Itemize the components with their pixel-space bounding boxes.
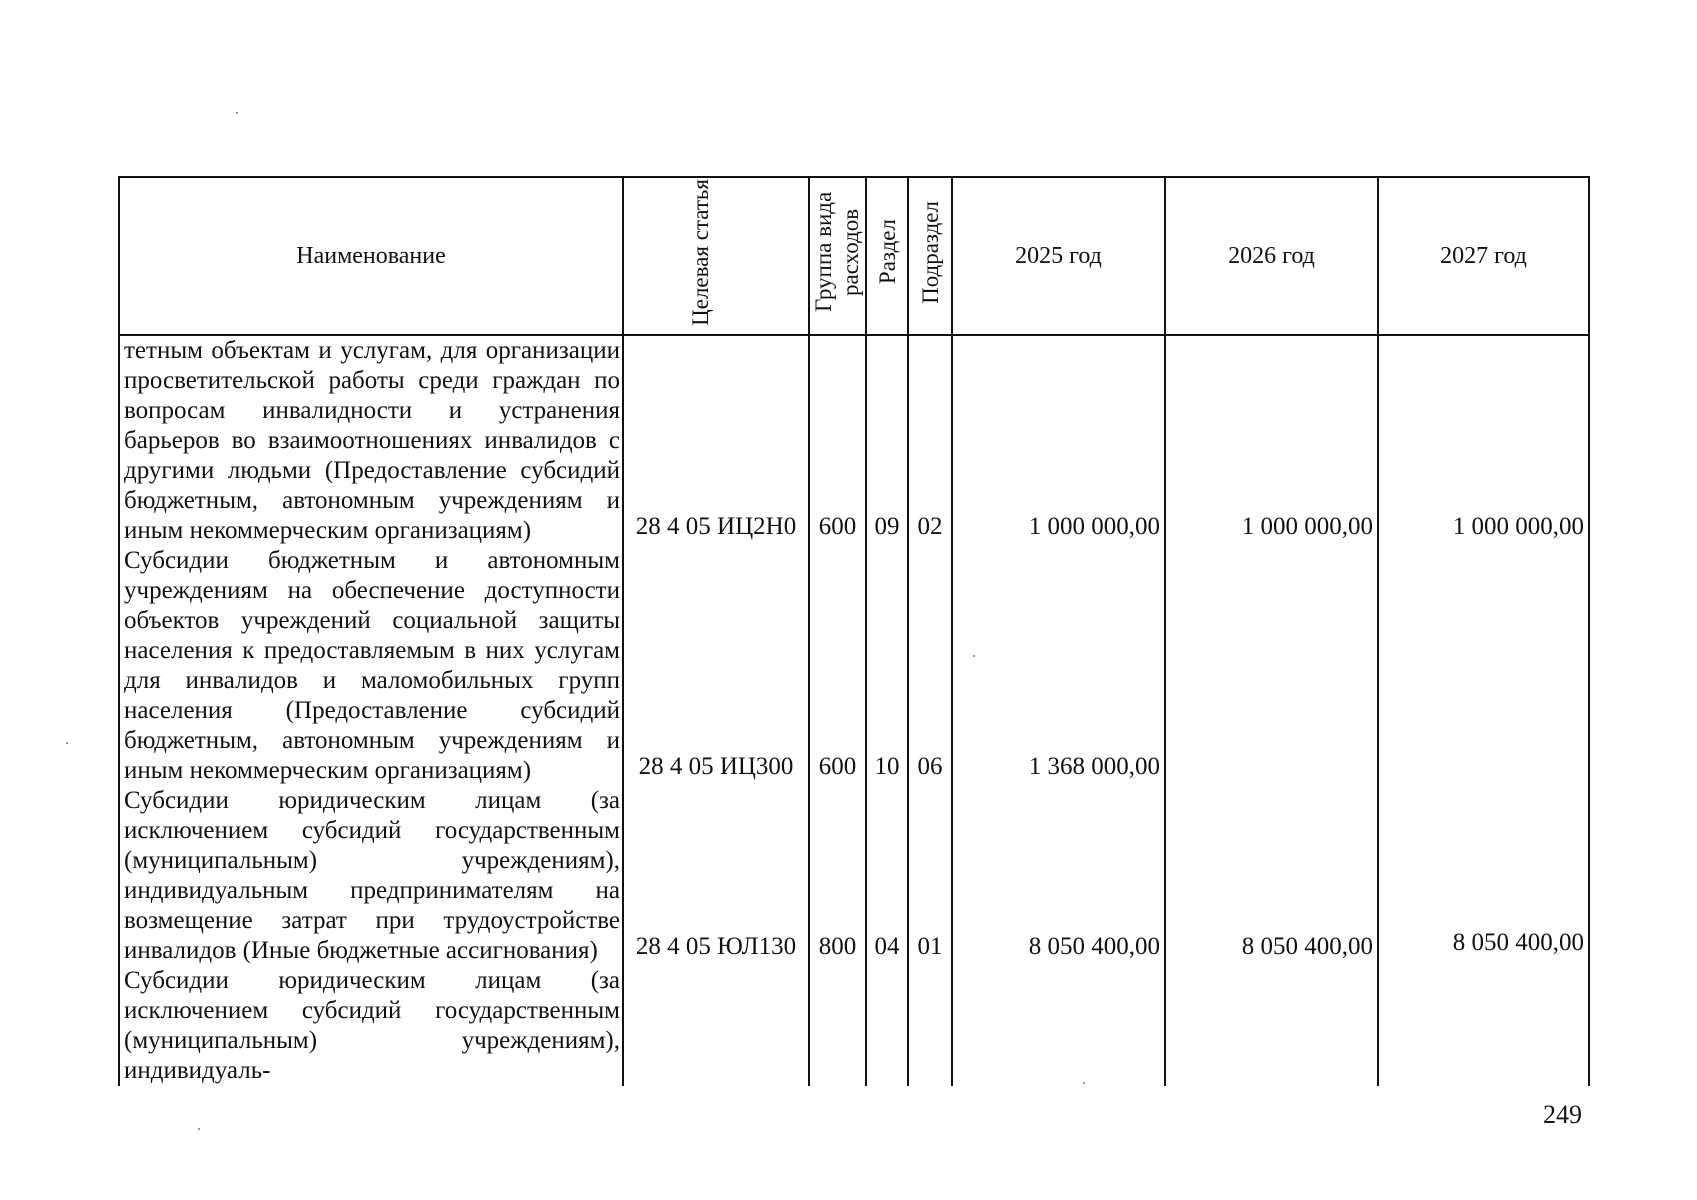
scan-speck [1083, 1082, 1085, 1084]
row-name: Субсидии бюджетным и автономным учреждениям на обеспечение доступности объектов учреждений социальной защиты населения к предоставляемым в них услугам для инвалидов и маломобильных групп населения (Предоставление субсидий бюджетным, автономным учреждениям и иным некоммерческим организациям) [119, 546, 623, 786]
row-2025: 1 000 000,00 [952, 335, 1165, 546]
row-2026 [1165, 546, 1378, 786]
row-name: Субсидии юридическим лицам (за исключением субсидий государственным (муниципальным) учреждениям), индивидуаль- [119, 966, 623, 1086]
row-target-article: 28 4 05 ИЦ2Н0 [623, 335, 809, 546]
row-expense-group: 600 [809, 546, 866, 786]
row-target-article: 28 4 05 ИЦ300 [623, 546, 809, 786]
row-target-article: 28 4 05 ЮЛ130 [623, 786, 809, 966]
row-section [866, 966, 908, 1086]
row-name: Субсидии юридическим лицам (за исключением субсидий государственным (муниципальным) учреждениям), индивидуальным предпринимателям на возмещение затрат при трудоустройстве инвалидов (Иные бюджетные ассигнования) [119, 786, 623, 966]
row-section: 10 [866, 546, 908, 786]
table-row [119, 966, 1589, 1086]
row-2026: 8 050 400,00 [1165, 786, 1378, 966]
header-target-article: Целевая статья [623, 177, 809, 335]
row-expense-group: 600 [809, 335, 866, 546]
header-2027: 2027 год [1378, 177, 1589, 335]
row-2025: 1 368 000,00 [952, 546, 1165, 786]
row-target-article [623, 966, 809, 1086]
row-2027: 1 000 000,00 [1378, 335, 1589, 546]
row-2026 [1165, 966, 1378, 1086]
header-2025: 2025 год [952, 177, 1165, 335]
table-header-row [119, 177, 1589, 335]
row-2027 [1378, 546, 1589, 786]
scan-speck [236, 112, 238, 114]
table-row [119, 546, 1589, 786]
row-2027: 8 050 400,00 [1378, 786, 1589, 966]
row-2026: 1 000 000,00 [1165, 335, 1378, 546]
row-subsection: 06 [908, 546, 952, 786]
row-section: 09 [866, 335, 908, 546]
header-name: Наименование [119, 177, 623, 335]
row-expense-group: 800 [809, 786, 866, 966]
header-section: Раздел [866, 177, 908, 335]
row-expense-group [809, 966, 866, 1086]
header-subsection: Подраздел [908, 177, 952, 335]
scan-speck [973, 655, 975, 657]
row-2025: 8 050 400,00 [952, 786, 1165, 966]
row-2025 [952, 966, 1165, 1086]
row-2027 [1378, 966, 1589, 1086]
row-subsection: 01 [908, 786, 952, 966]
row-section: 04 [866, 786, 908, 966]
row-subsection [908, 966, 952, 1086]
table-row [119, 335, 1589, 546]
row-subsection: 02 [908, 335, 952, 546]
page-number: 249 [1543, 1100, 1582, 1129]
header-2026: 2026 год [1165, 177, 1378, 335]
row-name: тетным объектам и услугам, для организации просветительской работы среди граждан по вопросам инвалидности и устранения барьеров во взаимоотношениях инвалидов с другими людьми (Предоставление субсидий бюджетным, автономным учреждениям и иным некоммерческим организациям) [119, 335, 623, 546]
scan-speck [66, 742, 68, 744]
table-row [119, 786, 1589, 966]
header-expense-group: Группа вида расходов [809, 177, 866, 335]
budget-table [118, 176, 1590, 1086]
scan-speck [198, 1128, 200, 1130]
